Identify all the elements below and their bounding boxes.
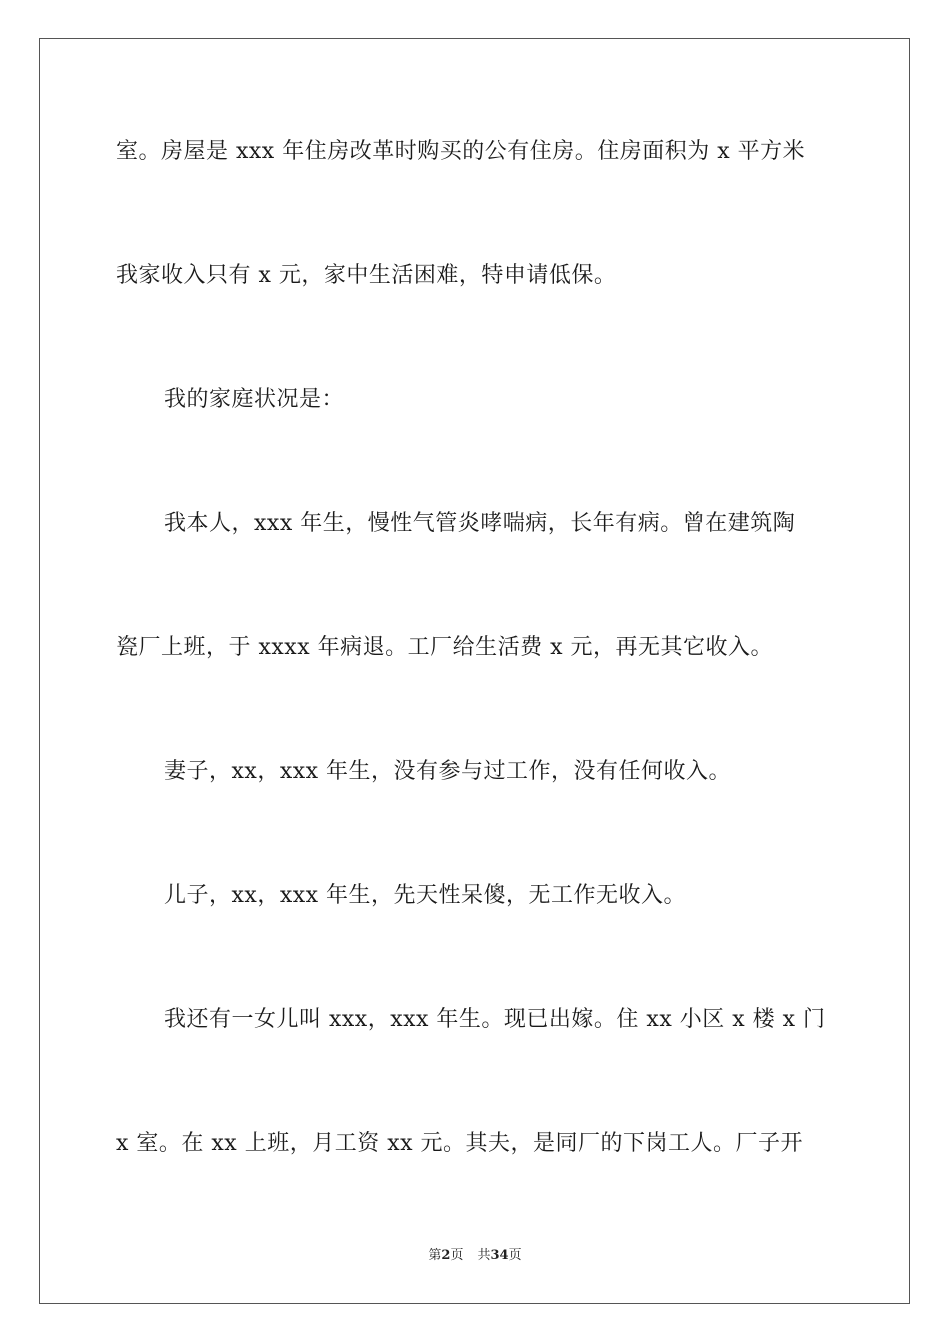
body-text-line-9: x 室。在 xx 上班，月工资 xx 元。其夫，是同厂的下岗工人。厂子开 <box>116 1131 804 1156</box>
page-total: 34 <box>490 1248 509 1263</box>
body-text-line-5: 瓷厂上班，于 xxxx 年病退。工厂给生活费 x 元，再无其它收入。 <box>116 635 774 660</box>
page-border <box>39 38 910 1304</box>
body-text-line-8: 我还有一女儿叫 xxx，xxx 年生。现已出嫁。住 xx 小区 x 楼 x 门 <box>164 1007 826 1032</box>
body-text-line-6: 妻子，xx，xxx 年生，没有参与过工作，没有任何收入。 <box>164 759 732 784</box>
body-text-line-7: 儿子，xx，xxx 年生，先天性呆傻，无工作无收入。 <box>164 883 687 908</box>
page-current: 2 <box>441 1248 451 1263</box>
total-prefix: 共 <box>477 1248 491 1263</box>
total-suffix: 页 <box>508 1248 522 1263</box>
page-suffix: 页 <box>450 1248 464 1263</box>
body-text-line-1: 室。房屋是 xxx 年住房改革时购买的公有住房。住房面积为 x 平方米 <box>116 139 806 164</box>
body-text-line-2: 我家收入只有 x 元，家中生活困难，特申请低保。 <box>116 263 617 288</box>
page-footer <box>0 1247 950 1265</box>
page-prefix: 第 <box>428 1248 442 1263</box>
section-heading: 我的家庭状况是： <box>164 387 345 412</box>
body-text-line-4: 我本人，xxx 年生，慢性气管炎哮喘病，长年有病。曾在建筑陶 <box>164 511 796 536</box>
